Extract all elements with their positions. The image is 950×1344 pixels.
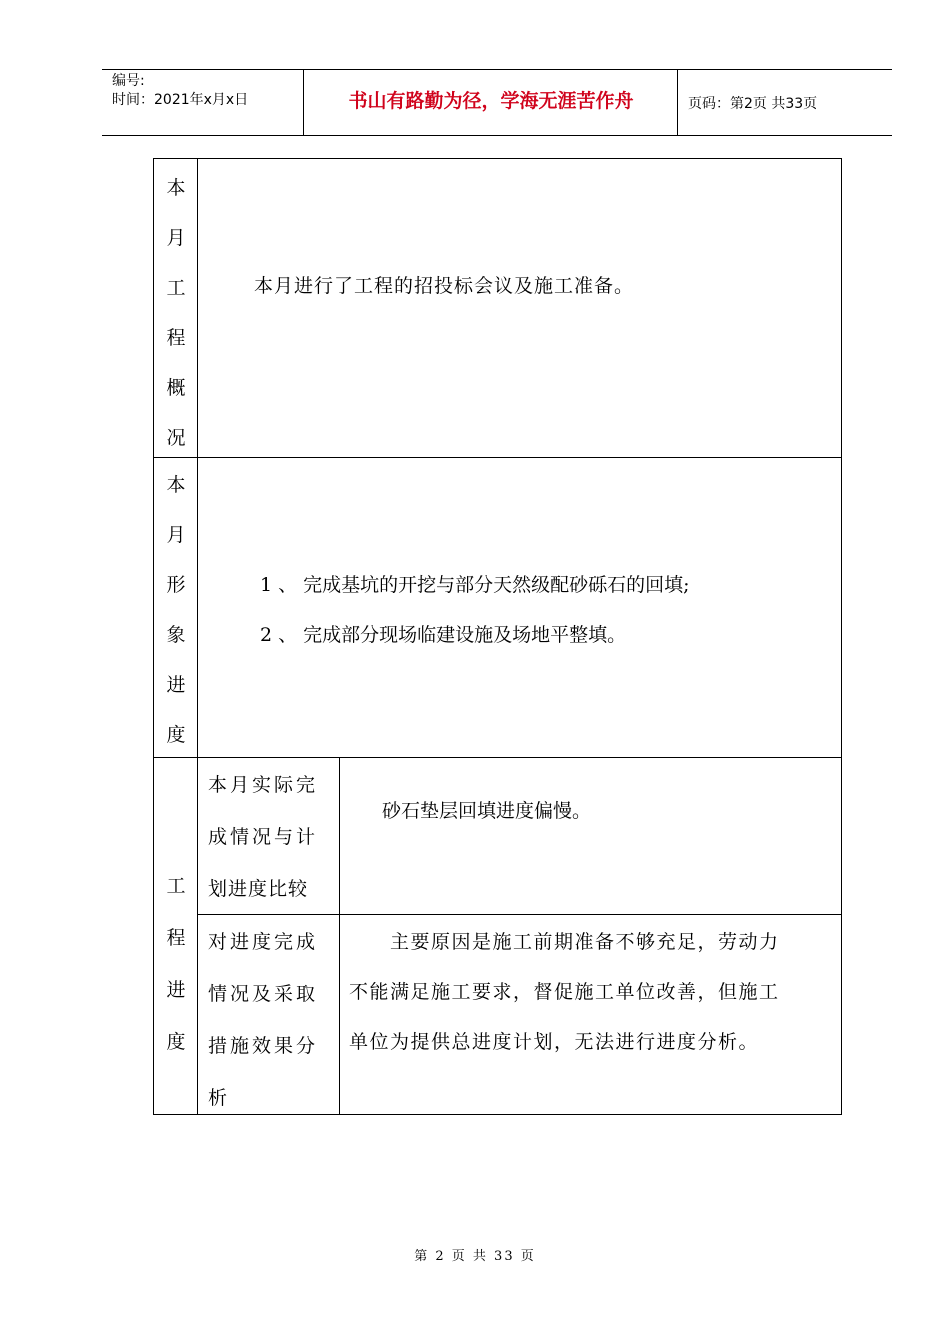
header-motto: 书山有路勤为径，学海无涯苦作舟 bbox=[348, 90, 634, 112]
progress-label-cell bbox=[153, 757, 198, 1115]
page-footer: 第 2 页 共 33 页 bbox=[414, 1249, 536, 1264]
page-number-label: 页码：第2页 共33页 bbox=[688, 96, 818, 112]
analysis-label: 对进度完成 情况及采取 措施效果分 析 bbox=[208, 931, 319, 1109]
progress-label: 工 程 进 度 bbox=[166, 875, 186, 1053]
overview-label-cell bbox=[153, 158, 198, 458]
image-progress-label-cell bbox=[153, 457, 198, 758]
header-bottom-rule bbox=[102, 135, 892, 136]
comparison-label-cell bbox=[197, 757, 340, 915]
image-progress-item-2: 2 、 完成部分现场临建设施及场地平整填。 bbox=[260, 624, 627, 646]
image-progress-content-cell bbox=[197, 457, 842, 758]
analysis-text: 主要原因是施工前期准备不够充足，劳动力 不能满足施工要求，督促施工单位改善，但施工 单位为提供总进度计划，无法进行进度分析。 bbox=[349, 931, 780, 1053]
image-progress-item-1: 1 、 完成基坑的开挖与部分天然级配砂砾石的回填; bbox=[260, 574, 690, 596]
overview-label: 本 月 工 程 概 况 bbox=[166, 177, 186, 449]
comparison-label: 本月实际完 成情况与计 划进度比较 bbox=[208, 774, 319, 900]
image-progress-label: 本 月 形 象 进 度 bbox=[166, 474, 186, 746]
overview-content-cell bbox=[197, 158, 842, 458]
serial-number-label: 编号: bbox=[112, 73, 145, 89]
date-label: 时间：2021年x月x日 bbox=[112, 92, 249, 108]
analysis-label-cell bbox=[197, 914, 340, 1115]
comparison-content-cell bbox=[339, 757, 842, 915]
comparison-text: 砂石垫层回填进度偏慢。 bbox=[382, 800, 592, 822]
analysis-content-cell bbox=[339, 914, 842, 1115]
header-top-rule bbox=[102, 69, 892, 70]
overview-text: 本月进行了工程的招投标会议及施工准备。 bbox=[254, 275, 635, 297]
